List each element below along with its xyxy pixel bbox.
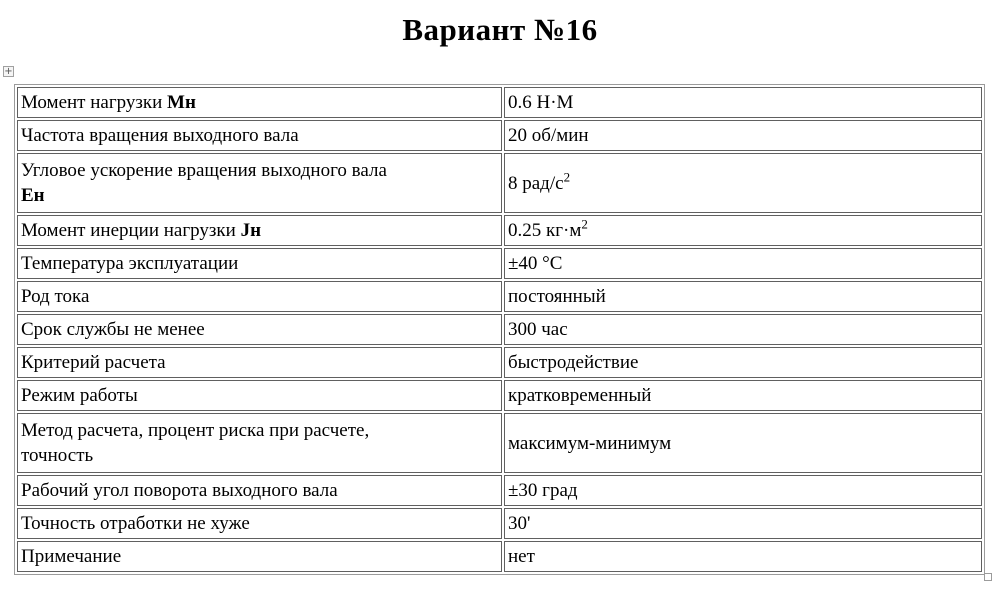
table-row xyxy=(17,475,982,506)
param-label-bold: Ен xyxy=(21,185,45,206)
param-value-cell xyxy=(504,87,982,118)
param-value-cell xyxy=(504,413,982,473)
param-label: Рабочий угол поворота выходного вала xyxy=(21,480,338,501)
param-label-cell xyxy=(17,248,502,279)
param-value: 20 об/мин xyxy=(508,125,589,146)
param-value-cell xyxy=(504,508,982,539)
page-title: Вариант №16 xyxy=(402,12,598,47)
param-value: 0.25 кг·м xyxy=(508,220,582,241)
table-row xyxy=(17,380,982,411)
param-label: Режим работы xyxy=(21,385,138,406)
param-value: ±30 град xyxy=(508,480,578,501)
param-value-cell xyxy=(504,153,982,213)
param-value-superscript: 2 xyxy=(563,169,571,185)
table-row xyxy=(17,413,982,473)
param-value: 8 рад/с xyxy=(508,172,564,194)
param-value: 300 час xyxy=(508,319,568,340)
param-value-cell xyxy=(504,347,982,378)
param-label: Метод расчета, процент риска при расчете, xyxy=(21,420,370,441)
param-value: 30' xyxy=(508,513,531,534)
param-label-cell xyxy=(17,87,502,118)
table-row xyxy=(17,314,982,345)
table-resize-handle[interactable] xyxy=(984,573,992,581)
parameters-table xyxy=(14,84,985,575)
param-label: Точность отработки не хуже xyxy=(21,513,250,534)
param-label: Угловое ускорение вращения выходного вала xyxy=(21,160,387,181)
param-value-cell xyxy=(504,281,982,312)
table-row xyxy=(17,87,982,118)
table-row xyxy=(17,508,982,539)
param-label-bold: Jн xyxy=(240,220,262,241)
param-label: Температура эксплуатации xyxy=(21,253,239,274)
param-label-cell xyxy=(17,380,502,411)
param-label: Примечание xyxy=(21,546,122,567)
param-label-line2: точность xyxy=(21,445,94,466)
table-row xyxy=(17,347,982,378)
param-label-cell xyxy=(17,508,502,539)
param-value: постоянный xyxy=(508,286,606,307)
param-label: Род тока xyxy=(21,286,90,307)
table-move-handle[interactable] xyxy=(3,66,14,77)
param-label-cell xyxy=(17,120,502,151)
param-label-cell xyxy=(17,281,502,312)
param-label: Момент нагрузки xyxy=(21,92,168,113)
param-label-cell xyxy=(17,215,502,246)
param-value-cell xyxy=(504,120,982,151)
param-value-cell xyxy=(504,248,982,279)
param-value: максимум-минимум xyxy=(508,432,672,454)
param-value-cell xyxy=(504,541,982,572)
param-value-cell xyxy=(504,475,982,506)
table-row xyxy=(17,541,982,572)
param-value-cell xyxy=(504,314,982,345)
param-label: Частота вращения выходного вала xyxy=(21,125,299,146)
param-value: кратковременный xyxy=(508,385,652,406)
param-label-cell xyxy=(17,347,502,378)
param-label-cell xyxy=(17,541,502,572)
param-label-cell xyxy=(17,153,502,213)
param-label-cell xyxy=(17,413,502,473)
table-row xyxy=(17,120,982,151)
param-value-superscript: 2 xyxy=(581,216,588,232)
table-row xyxy=(17,281,982,312)
table-row xyxy=(17,153,982,213)
param-value: быстродействие xyxy=(508,352,639,373)
move-cross-icon: + xyxy=(4,66,13,77)
param-value: ±40 °C xyxy=(508,253,563,274)
param-label: Критерий расчета xyxy=(21,352,166,373)
table-row xyxy=(17,215,982,246)
param-label: Момент инерции нагрузки xyxy=(21,220,241,241)
param-value: нет xyxy=(508,546,535,567)
table-row xyxy=(17,248,982,279)
param-label-cell xyxy=(17,314,502,345)
param-value: 0.6 Н·М xyxy=(508,92,574,113)
param-label: Срок службы не менее xyxy=(21,319,205,340)
param-label-bold: Мн xyxy=(167,92,196,113)
param-value-cell xyxy=(504,215,982,246)
param-value-cell xyxy=(504,380,982,411)
param-label-cell xyxy=(17,475,502,506)
